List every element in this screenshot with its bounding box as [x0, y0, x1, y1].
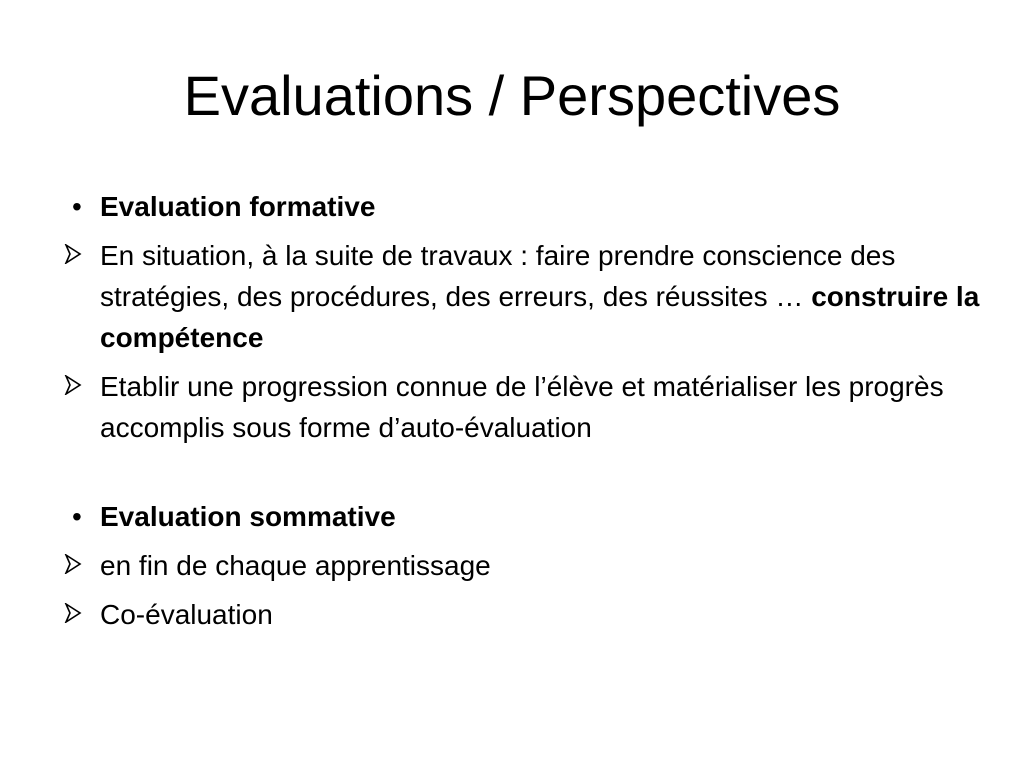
list-item-emphasis: construire la compétence	[100, 281, 980, 353]
list-item	[62, 366, 982, 448]
section-heading-formative	[62, 186, 982, 227]
list-item-text: en fin de chaque apprentissage	[100, 550, 491, 581]
list-item-text: En situation, à la suite de travaux : faire prendre conscience des stratégies, des procédures, des erreurs, des réussites …	[100, 240, 896, 312]
list-item-text: Co-évaluation	[100, 599, 273, 630]
list-item-text: Etablir une progression connue de l’élève et matérialiser les progrès accomplis sous forme d’auto-évaluation	[100, 371, 944, 443]
arrow-bullet-icon	[64, 594, 96, 623]
section-heading-sommative	[62, 496, 982, 537]
list-item	[62, 545, 982, 586]
bullet-dot-icon: •	[72, 501, 82, 532]
list-item	[62, 235, 982, 358]
section-heading-label: Evaluation sommative	[100, 501, 396, 532]
slide-title: Evaluations / Perspectives	[183, 64, 841, 127]
bullet-dot-icon: •	[72, 191, 82, 222]
arrow-bullet-icon	[64, 235, 96, 264]
arrow-bullet-icon	[64, 545, 96, 574]
arrow-bullet-icon	[64, 366, 96, 395]
section-spacer	[62, 456, 982, 496]
section-heading-label: Evaluation formative	[100, 191, 376, 222]
slide-body	[62, 186, 982, 643]
list-item	[62, 594, 982, 635]
